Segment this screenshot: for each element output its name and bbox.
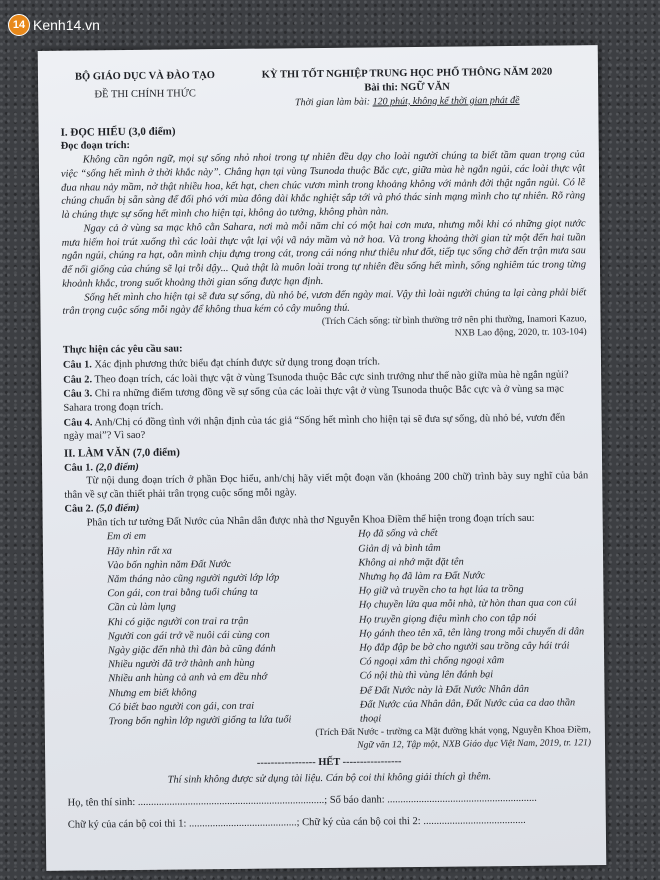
header-right [230,65,584,110]
candidate-name-field: ....................................................................... [137,794,325,808]
poem-line: Hãy nhìn rất xa [106,545,172,557]
poem-line: Họ đã sống và chết [358,528,438,540]
poem-block [65,526,591,730]
signature-1-label: Chữ ký của cán bộ coi thi 1: [67,818,190,831]
poem-line: Trong bốn nghìn lớp người giống ta lứa tuổi [108,714,292,728]
exam-time [230,93,584,110]
excerpt-label: Đọc đoạn trích: [60,140,131,153]
candidate-name-label: Họ, tên thí sinh: [67,796,138,809]
citation-line: NXB Lao động, 2020, tr. 103-104) [454,326,587,339]
exam-subject: Bài thi: NGỮ VĂN [364,81,450,94]
poem-line: Nhiều anh hùng cả anh và em đều nhớ [108,671,268,685]
end-marker: ----------------- HẾT ----------------- [256,756,402,769]
time-value: 120 phút, không kể thời gian phát đề [372,94,520,108]
poem-line: Có nội thù thì vùng lên đánh bại [359,669,494,683]
essay-q2-text: Phân tích tư tưởng Đất Nước của Nhân dân được nhà thơ Nguyễn Khoa Điềm thể hiện trong đoạn trích sau: [86,512,535,529]
tasks-label: Thực hiện các yêu cầu sau: [62,343,183,356]
candidate-number-field: ......................................................... [387,792,537,806]
poem-line: Họ gánh theo tên xã, tên làng trong mỗi chuyến di dân [359,626,585,640]
citation-line: (Trích Đất Nước - trường ca Mặt đường khát vọng, Nguyễn Khoa Điềm, [315,725,591,739]
official-label: ĐỀ THI CHÍNH THỨC [94,88,196,101]
poem-line: Ngày giặc đến nhà thì đàn bà cũng đánh [107,643,276,657]
poem-line: Giản dị và bình tâm [358,542,441,555]
poem-line: Nhiều người đã trở thành anh hùng [108,657,255,671]
question-label: Câu 3. [63,388,93,400]
signature-1-field: ......................................... [188,816,297,830]
question-label: Câu 4. [63,417,93,429]
poem-line: Để Đất Nước này là Đất Nước Nhân dân [359,683,530,697]
poem-right-column [348,526,591,727]
poem-line: Họ chuyền lửa qua mỗi nhà, từ hòn than qua con cúi [358,597,577,611]
question-text: Chỉ ra những điểm tương đồng về sự sống của các loài thực vật ở vùng Tsunoda thuộc Bắc cực và ở vùng sa mạc Sahara trong đoạn trích. [63,383,564,414]
citation-line: Ngữ văn 12, Tập một, NXB Giáo dục Việt Nam, 2019, tr. 121) [357,737,592,751]
signature-2-label: ; Chữ ký của cán bộ coi thi 2: [296,815,424,828]
question-label: Câu 1. [62,359,92,371]
poem-line: Em ơi em [106,531,147,543]
candidate-info-row [68,791,592,810]
essay-q1-label: Câu 1. [64,462,94,474]
ministry-name: BỘ GIÁO DỤC VÀ ĐÀO TẠO [74,70,216,83]
poem-line: Vào bốn nghìn năm Đất Nước [107,558,232,572]
poem-line: Cần cù làm lụng [107,601,176,614]
question-text: Xác định phương thức biểu đạt chính được sử dụng trong đoạn trích. [91,356,380,371]
exam-paper [38,45,607,871]
site-logo[interactable] [8,14,100,36]
excerpt-paragraph: Ngay cả ở vùng sa mạc khô cằn Sahara, nơi mà mỗi năm chỉ có một hai cơn mưa, nhưng mỗi khi có những giọt nước mưa hiếm hoi trút xuống thì các loài thực vật lại vội vã nảy mầm và nở hoa. Và trong khoảng thời gian từ một đến hai tuần ngắn ngủi, chúng ra hạt, oằn mình chịu đựng trong cát, trong cái nóng như thiêu như đốt, tiếp tục sống chờ đến trận mưa sau để nối giống của chúng sẽ lại trỗi dậy... Quả thật là muôn loài trong tự nhiên đều sống hết mình, sống nghiêm túc trong từng khoảnh khắc, trong suốt khoảng thời gian sống được hạn định. [61,218,587,290]
question-4 [64,411,588,444]
exam-title: KỲ THI TỐT NGHIỆP TRUNG HỌC PHỔ THÔNG NĂM 2020 [261,66,553,81]
essay-q1-text: Từ nội dung đoạn trích ở phần Đọc hiểu, anh/chị hãy viết một đoạn văn (khoảng 200 chữ) trình bày suy nghĩ của bản thân về sự cần thiết phải trân trọng cuộc sống mỗi ngày. [64,470,589,501]
poem-left-column [65,528,350,730]
logo-badge: 14 [8,14,30,36]
citation-line: (Trích Cách sống: từ bình thường trở nên phi thường, Inamori Kazuo, [321,314,587,327]
poem-line: Nhưng họ đã làm ra Đất Nước [358,570,486,583]
essay-q2-points: (5,0 điểm) [93,502,140,515]
exam-header [60,65,584,111]
poem-line: Người con gái trở về nuôi cái cùng con [107,629,270,643]
poem-line: Không ai nhớ mặt đặt tên [358,556,464,569]
header-left [60,69,230,112]
time-prefix: Thời gian làm bài: [294,96,373,108]
poem-line: Có ngoại xâm thì chống ngoại xâm [359,655,505,668]
poem-line: Con gái, con trai bằng tuổi chúng ta [107,586,258,600]
signature-2-field: ....................................... [423,814,526,827]
question-text: Theo đoạn trích, các loài thực vật ở vùng Tsunoda thuộc Bắc cực sinh trưởng như thế nào giữa mùa hè ngắn ngủi? [91,368,569,385]
poem-line: Năm tháng nào cũng người người lớp lớp [107,572,280,586]
poem-line: Đất Nước của Nhân dân, Đất Nước của ca dao thần thoại [359,697,576,725]
question-3 [63,382,587,415]
question-text: Anh/Chị có đồng tình với nhận định của tác giả “Sống hết mình cho hiện tại sẽ đưa sự sống, dù nhỏ bé, vươn đến ngày mai”? Vì sao? [63,412,566,443]
exam-note: Thí sinh không được sử dụng tài liệu. Cán bộ coi thi không giải thích gì thêm. [167,771,492,786]
question-label: Câu 2. [63,373,93,386]
logo-text: Kenh14.vn [33,17,100,33]
signature-row [68,813,592,832]
section-1-title: I. ĐỌC HIỂU (3,0 điểm) [60,125,176,139]
excerpt-paragraph: Không cần ngôn ngữ, mọi sự sống nhỏ nhoi trong tự nhiên đều dạy cho loài người chúng ta biết tầm quan trọng của việc “sống hết mình ở thời khắc này”. Chẳng hạn tại vùng Tsunoda thuộc Bắc cực, giữa mùa hè ngắn ngủi, các loài thực vật đua nhau nảy mầm, nở thật nhiều hoa, kết hạt, chen chúc vươn mình trong khoảng không với mảnh đời thật ngắn ngủi. Có lẽ chúng chuẩn bị sẵn sàng để đối phó với mùa đông dài khắc nghiệt sắp tới và phó thác sinh mạng mình cho tự nhiên. Rõ ràng là chúng thực sự sống hết mình cho hiện tại, không ảo tưởng, không phàn nàn. [60,149,586,221]
excerpt-paragraph: Sống hết mình cho hiện tại sẽ đưa sự sống, dù nhỏ bé, vươn đến ngày mai. Vậy thì loài người chúng ta lại càng phải biết trân trọng cuộc sống mỗi ngày để không thua kém cỏ cây muông thú. [62,286,587,317]
essay-q1-points: (2,0 điểm) [92,461,139,474]
poem-line: Họ truyền giọng điệu mình cho con tập nói [358,612,537,626]
essay-q2-label: Câu 2. [64,503,94,515]
poem-line: Nhưng em biết không [108,686,197,699]
poem-line: Có biết bao người con gái, con trai [108,700,255,714]
candidate-number-label: ; Số báo danh: [324,794,388,806]
poem-line: Khi có giặc người con trai ra trận [107,615,249,628]
poem-line: Họ giữ và truyền cho ta hạt lúa ta trồng [358,584,524,597]
poem-line: Họ đắp đập be bờ cho người sau trồng cây hái trái [359,640,570,654]
section-2-title: II. LÀM VĂN (7,0 điểm) [63,446,180,460]
